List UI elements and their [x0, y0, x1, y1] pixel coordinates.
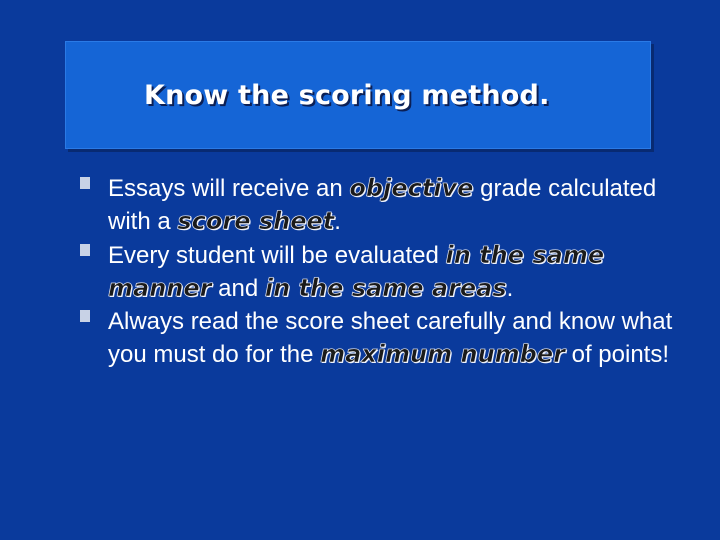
- square-bullet-icon: [80, 177, 90, 189]
- text-span: Always read the score sheet carefully and know what you must do for the: [108, 308, 673, 368]
- emphasis-text: in the same manner: [108, 241, 605, 302]
- bullet-item: [76, 305, 686, 371]
- text-span: Essays will receive an: [108, 175, 350, 202]
- emphasis-text: score sheet: [177, 207, 335, 235]
- emphasis-text: maximum number: [320, 340, 565, 368]
- text-span: .: [506, 275, 514, 302]
- bullet-item: [76, 239, 686, 305]
- bullet-text: [108, 305, 686, 371]
- text-span: grade calculated with a: [108, 175, 657, 235]
- slide-title: Know the scoring method.: [144, 80, 550, 111]
- square-bullet-icon: [80, 310, 90, 322]
- bullet-item: [76, 172, 686, 238]
- square-bullet-icon: [80, 244, 90, 256]
- emphasis-text: in the same areas: [264, 274, 507, 302]
- text-span: of points!: [564, 341, 670, 368]
- bullet-text: [108, 239, 686, 305]
- text-span: Every student will be evaluated: [108, 242, 446, 269]
- bullet-list: [76, 172, 686, 371]
- bullet-text: [108, 172, 686, 238]
- text-span: and: [211, 275, 265, 302]
- emphasis-text: objective: [349, 174, 474, 202]
- text-span: .: [334, 208, 341, 235]
